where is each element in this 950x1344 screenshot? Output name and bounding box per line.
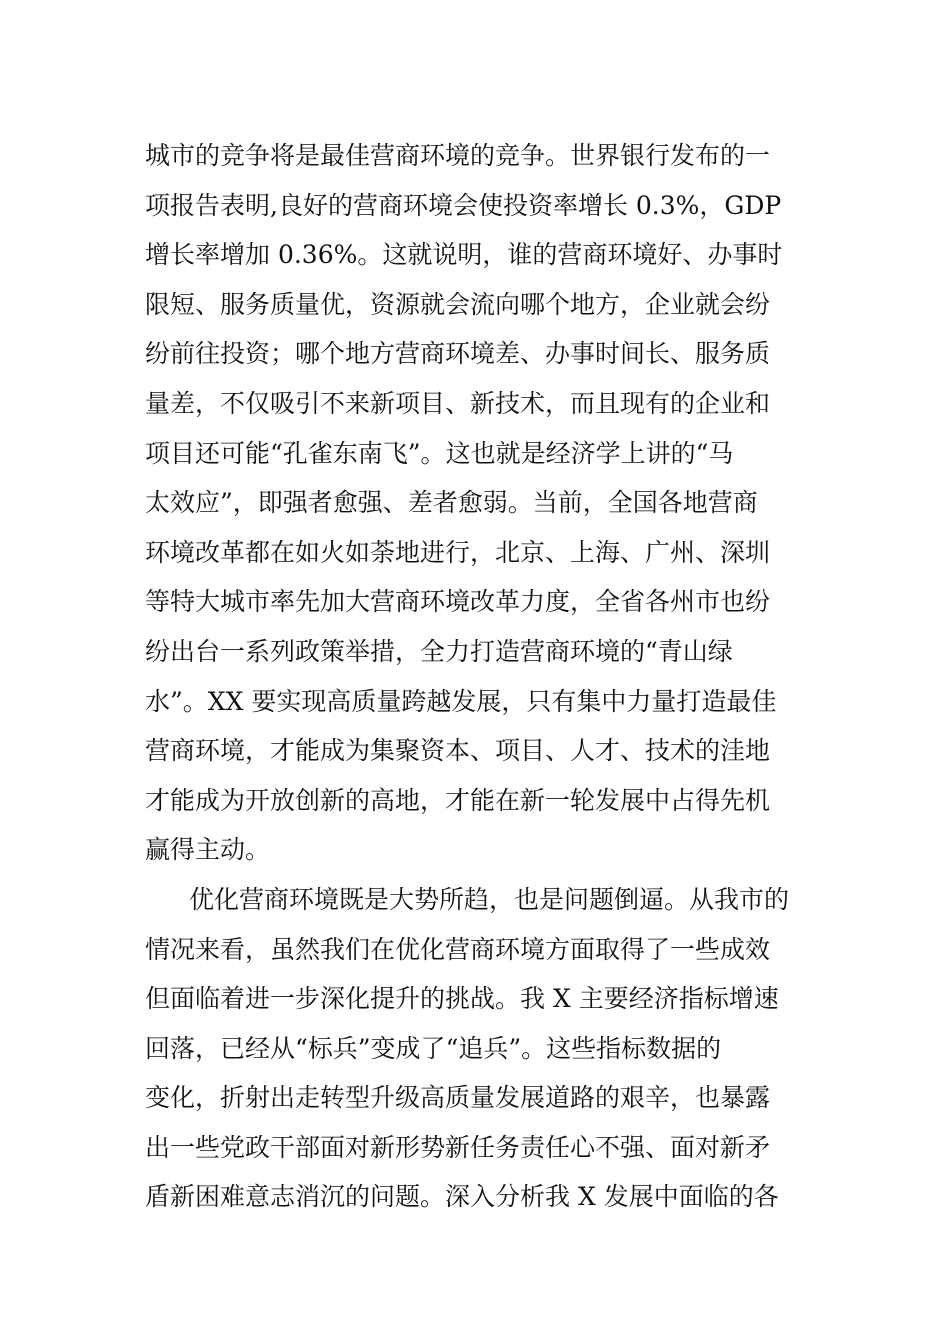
paragraph-1-line-1: 城市的竞争将是最佳营商环境的竞争。世界银行发布的一 xyxy=(145,141,771,170)
paragraph-2-line-7: 盾新困难意志消沉的问题。深入分析我 X 发展中面临的各 xyxy=(145,1182,779,1212)
paragraph-1-line-2: 项报告表明,良好的营商环境会使投资率增长 0.3%，GDP xyxy=(145,190,782,220)
paragraph-1-line-3: 增长率增加 0.36%。这就说明，谁的营商环境好、办事时 xyxy=(145,240,783,270)
paragraph-2-line-6: 出一些党政干部面对新形势新任务责任心不强、面对新矛 xyxy=(145,1132,771,1162)
paragraph-2-line-5: 变化，折射出走转型升级高质量发展道路的艰辛，也暴露 xyxy=(145,1083,771,1113)
paragraph-1-line-11: 纷出台一系列政策举措，全力打造营商环境的“青山绿 xyxy=(145,636,733,666)
paragraph-2-line-4: 回落，已经从“标兵”变成了“追兵”。这些指标数据的 xyxy=(145,1033,722,1063)
paragraph-1-line-9: 环境改革都在如火如荼地进行，北京、上海、广州、深圳 xyxy=(145,537,771,567)
paragraph-2-line-3: 但面临着进一步深化提升的挑战。我 X 主要经济指标增速 xyxy=(145,984,779,1014)
paragraph-1-line-10: 等特大城市率先加大营商环境改革力度，全省各州市也纷 xyxy=(145,587,771,617)
paragraph-1-line-7: 项目还可能“孔雀东南飞”。这也就是经济学上讲的“马 xyxy=(145,438,734,468)
paragraph-1-line-14: 才能成为开放创新的高地，才能在新一轮发展中占得先机 xyxy=(145,785,771,815)
paragraph-1-line-4: 限短、服务质量优，资源就会流向哪个地方，企业就会纷 xyxy=(145,289,771,319)
paragraph-2-line-2: 情况来看，虽然我们在优化营商环境方面取得了一些成效 xyxy=(145,934,771,964)
paragraph-1-line-6: 量差，不仅吸引不来新项目、新技术，而且现有的企业和 xyxy=(145,388,771,418)
paragraph-1-line-8: 太效应”，即强者愈强、差者愈弱。当前，全国各地营商 xyxy=(145,488,758,518)
paragraph-1-line-13: 营商环境，才能成为集聚资本、项目、人才、技术的洼地 xyxy=(145,736,771,766)
paragraph-1-line-15: 赢得主动。 xyxy=(145,835,271,865)
paragraph-1-line-5: 纷前往投资；哪个地方营商环境差、办事时间长、服务质 xyxy=(145,339,771,369)
paragraph-2-line-1: 优化营商环境既是大势所趋，也是问题倒逼。从我市的 xyxy=(189,884,790,914)
body-text xyxy=(145,131,815,1222)
paragraph-1-line-12: 水”。XX 要实现高质量跨越发展，只有集中力量打造最佳 xyxy=(145,686,777,716)
